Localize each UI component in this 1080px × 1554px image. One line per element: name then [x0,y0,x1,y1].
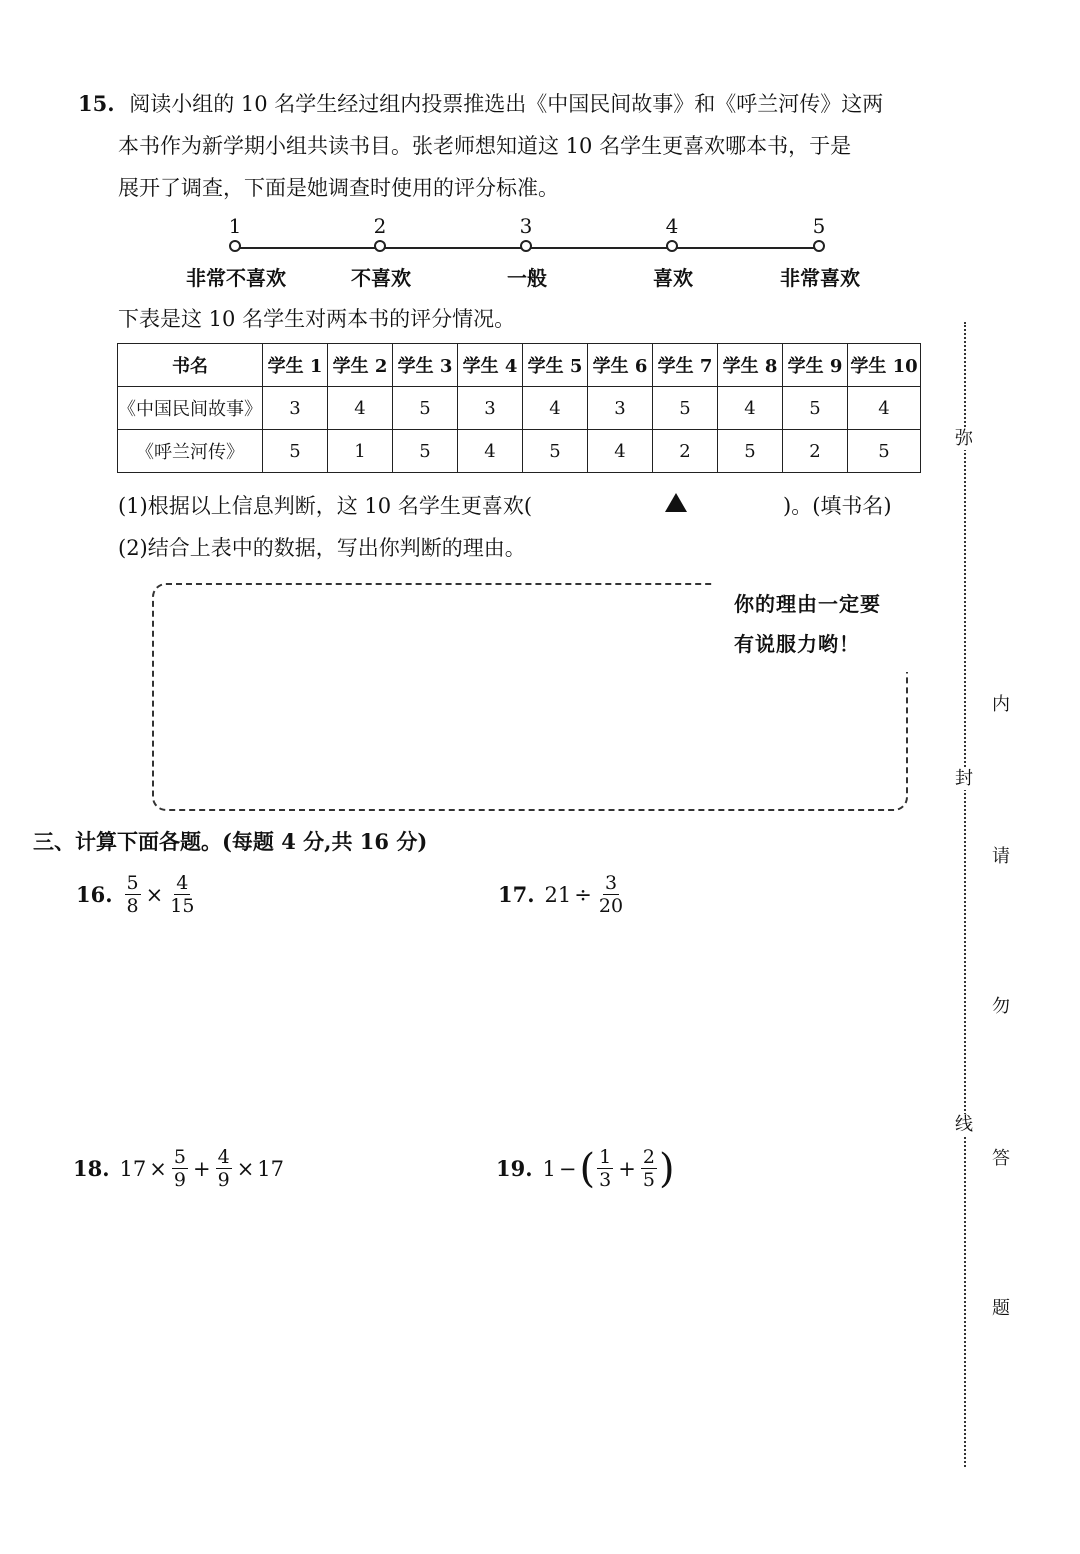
question-16 [76,872,198,917]
whole-number: 21 [544,882,572,907]
fraction: $\frac{5}{8}$ [126,872,139,917]
table-header-student: 学生 7 [653,344,718,387]
bubble-text-2: 有说服力哟！ [734,632,860,656]
fraction: $\frac{3}{20}$ [598,872,624,917]
q19-number: 19. [496,1156,533,1181]
table-cell-score: 4 [523,387,588,430]
table-cell-book: 《中国民间故事》 [118,387,263,430]
table-header-row [118,344,921,387]
operator: × [149,1156,167,1181]
seal-char: 线 [955,1114,973,1135]
scale-value: 1 [228,214,242,238]
scale-point-3 [520,240,532,252]
table-cell-score: 5 [523,430,588,473]
table-cell-score: 4 [458,430,523,473]
table-cell-score: 3 [458,387,523,430]
fraction: $\frac{2}{5}$ [642,1146,655,1191]
scores-table [117,343,921,473]
table-cell-score: 5 [653,387,718,430]
fraction: $\frac{1}{3}$ [599,1146,612,1191]
table-cell-score: 3 [588,387,653,430]
q15-line2: 本书作为新学期小组共读书目。张老师想知道这 10 名学生更喜欢哪本书，于是 [118,134,852,158]
operator: − [558,1156,577,1181]
table-cell-book: 《呼兰河传》 [118,430,263,473]
table-cell-score: 5 [783,387,848,430]
scale-point-5 [813,240,825,252]
table-header-student: 学生 2 [328,344,393,387]
left-paren: ( [579,1145,596,1192]
scale-value: 2 [373,214,387,238]
table-cell-score: 4 [718,387,783,430]
whole-number: 1 [542,1156,556,1181]
table-header-student: 学生 6 [588,344,653,387]
fraction: $\frac{4}{9}$ [217,1146,230,1191]
seal-char: 弥 [955,428,973,449]
scale-value: 3 [519,214,533,238]
operator: × [145,882,164,907]
table-cell-score: 5 [393,430,458,473]
table-cell-score: 4 [588,430,653,473]
q15-text-1: 阅读小组的 10 名学生经过组内投票推选出《中国民间故事》和《呼兰河传》这两 [129,92,884,116]
right-paren: ) [658,1145,675,1192]
question-19 [496,1146,675,1191]
table-header-student: 学生 8 [718,344,783,387]
table-header-student: 学生 9 [783,344,848,387]
scale-point-1 [229,240,241,252]
table-cell-score: 5 [848,430,921,473]
table-cell-score: 3 [263,387,328,430]
table-cell-score: 5 [393,387,458,430]
sub-question-1-suffix: )。(填书名) [783,494,892,518]
table-cell-score: 4 [328,387,393,430]
scale-value: 4 [665,214,679,238]
q15-number: 15. [78,91,115,116]
operator: ÷ [574,882,592,907]
question-18 [73,1146,284,1191]
sub-question-2: (2)结合上表中的数据，写出你判断的理由。 [118,536,526,560]
scale-label: 非常不喜欢 [186,266,286,290]
scale-label: 喜欢 [653,266,693,290]
q17-number: 17. [498,882,535,907]
q15-line3: 展开了调查，下面是她调查时使用的评分标准。 [118,176,559,200]
operator: × [236,1156,255,1181]
table-cell-score: 2 [783,430,848,473]
scale-value: 5 [812,214,826,238]
side-char: 答 [992,1148,1010,1169]
sub-question-1-prefix: (1)根据以上信息判断，这 10 名学生更喜欢( [118,494,533,518]
question-17 [498,872,627,917]
table-cell-score: 1 [328,430,393,473]
table-header-student: 学生 3 [393,344,458,387]
side-char: 内 [992,694,1010,715]
scale-label: 非常喜欢 [780,266,860,290]
table-row [118,387,921,430]
section-3-title: 三、计算下面各题。(每题 4 分,共 16 分) [33,829,428,854]
q16-number: 16. [76,882,113,907]
table-cell-score: 5 [263,430,328,473]
table-header-book: 书名 [118,344,263,387]
table-header-student: 学生 10 [848,344,921,387]
scale-point-2 [374,240,386,252]
side-char: 勿 [992,996,1010,1017]
answer-blank-triangle-icon [665,493,687,512]
side-char: 题 [992,1298,1010,1319]
scale-label: 不喜欢 [351,266,411,290]
fraction: $\frac{4}{15}$ [170,872,195,917]
whole-number: 17 [257,1156,285,1181]
bubble-text-1: 你的理由一定要 [734,592,881,616]
table-cell-score: 5 [718,430,783,473]
table-intro: 下表是这 10 名学生对两本书的评分情况。 [118,307,516,331]
table-cell-score: 2 [653,430,718,473]
table-header-student: 学生 4 [458,344,523,387]
scale-point-4 [666,240,678,252]
operator: + [618,1156,636,1181]
table-cell-score: 4 [848,387,921,430]
seal-dotted-line [964,322,966,1467]
table-header-student: 学生 5 [523,344,588,387]
q15-line1 [78,88,883,118]
table-row [118,430,921,473]
operator: + [192,1156,211,1181]
seal-char: 封 [955,768,973,789]
table-header-student: 学生 1 [263,344,328,387]
q18-number: 18. [73,1156,110,1181]
scale-label: 一般 [507,266,547,290]
whole-number: 17 [119,1156,147,1181]
fraction: $\frac{5}{9}$ [173,1146,186,1191]
side-char: 请 [992,846,1010,867]
